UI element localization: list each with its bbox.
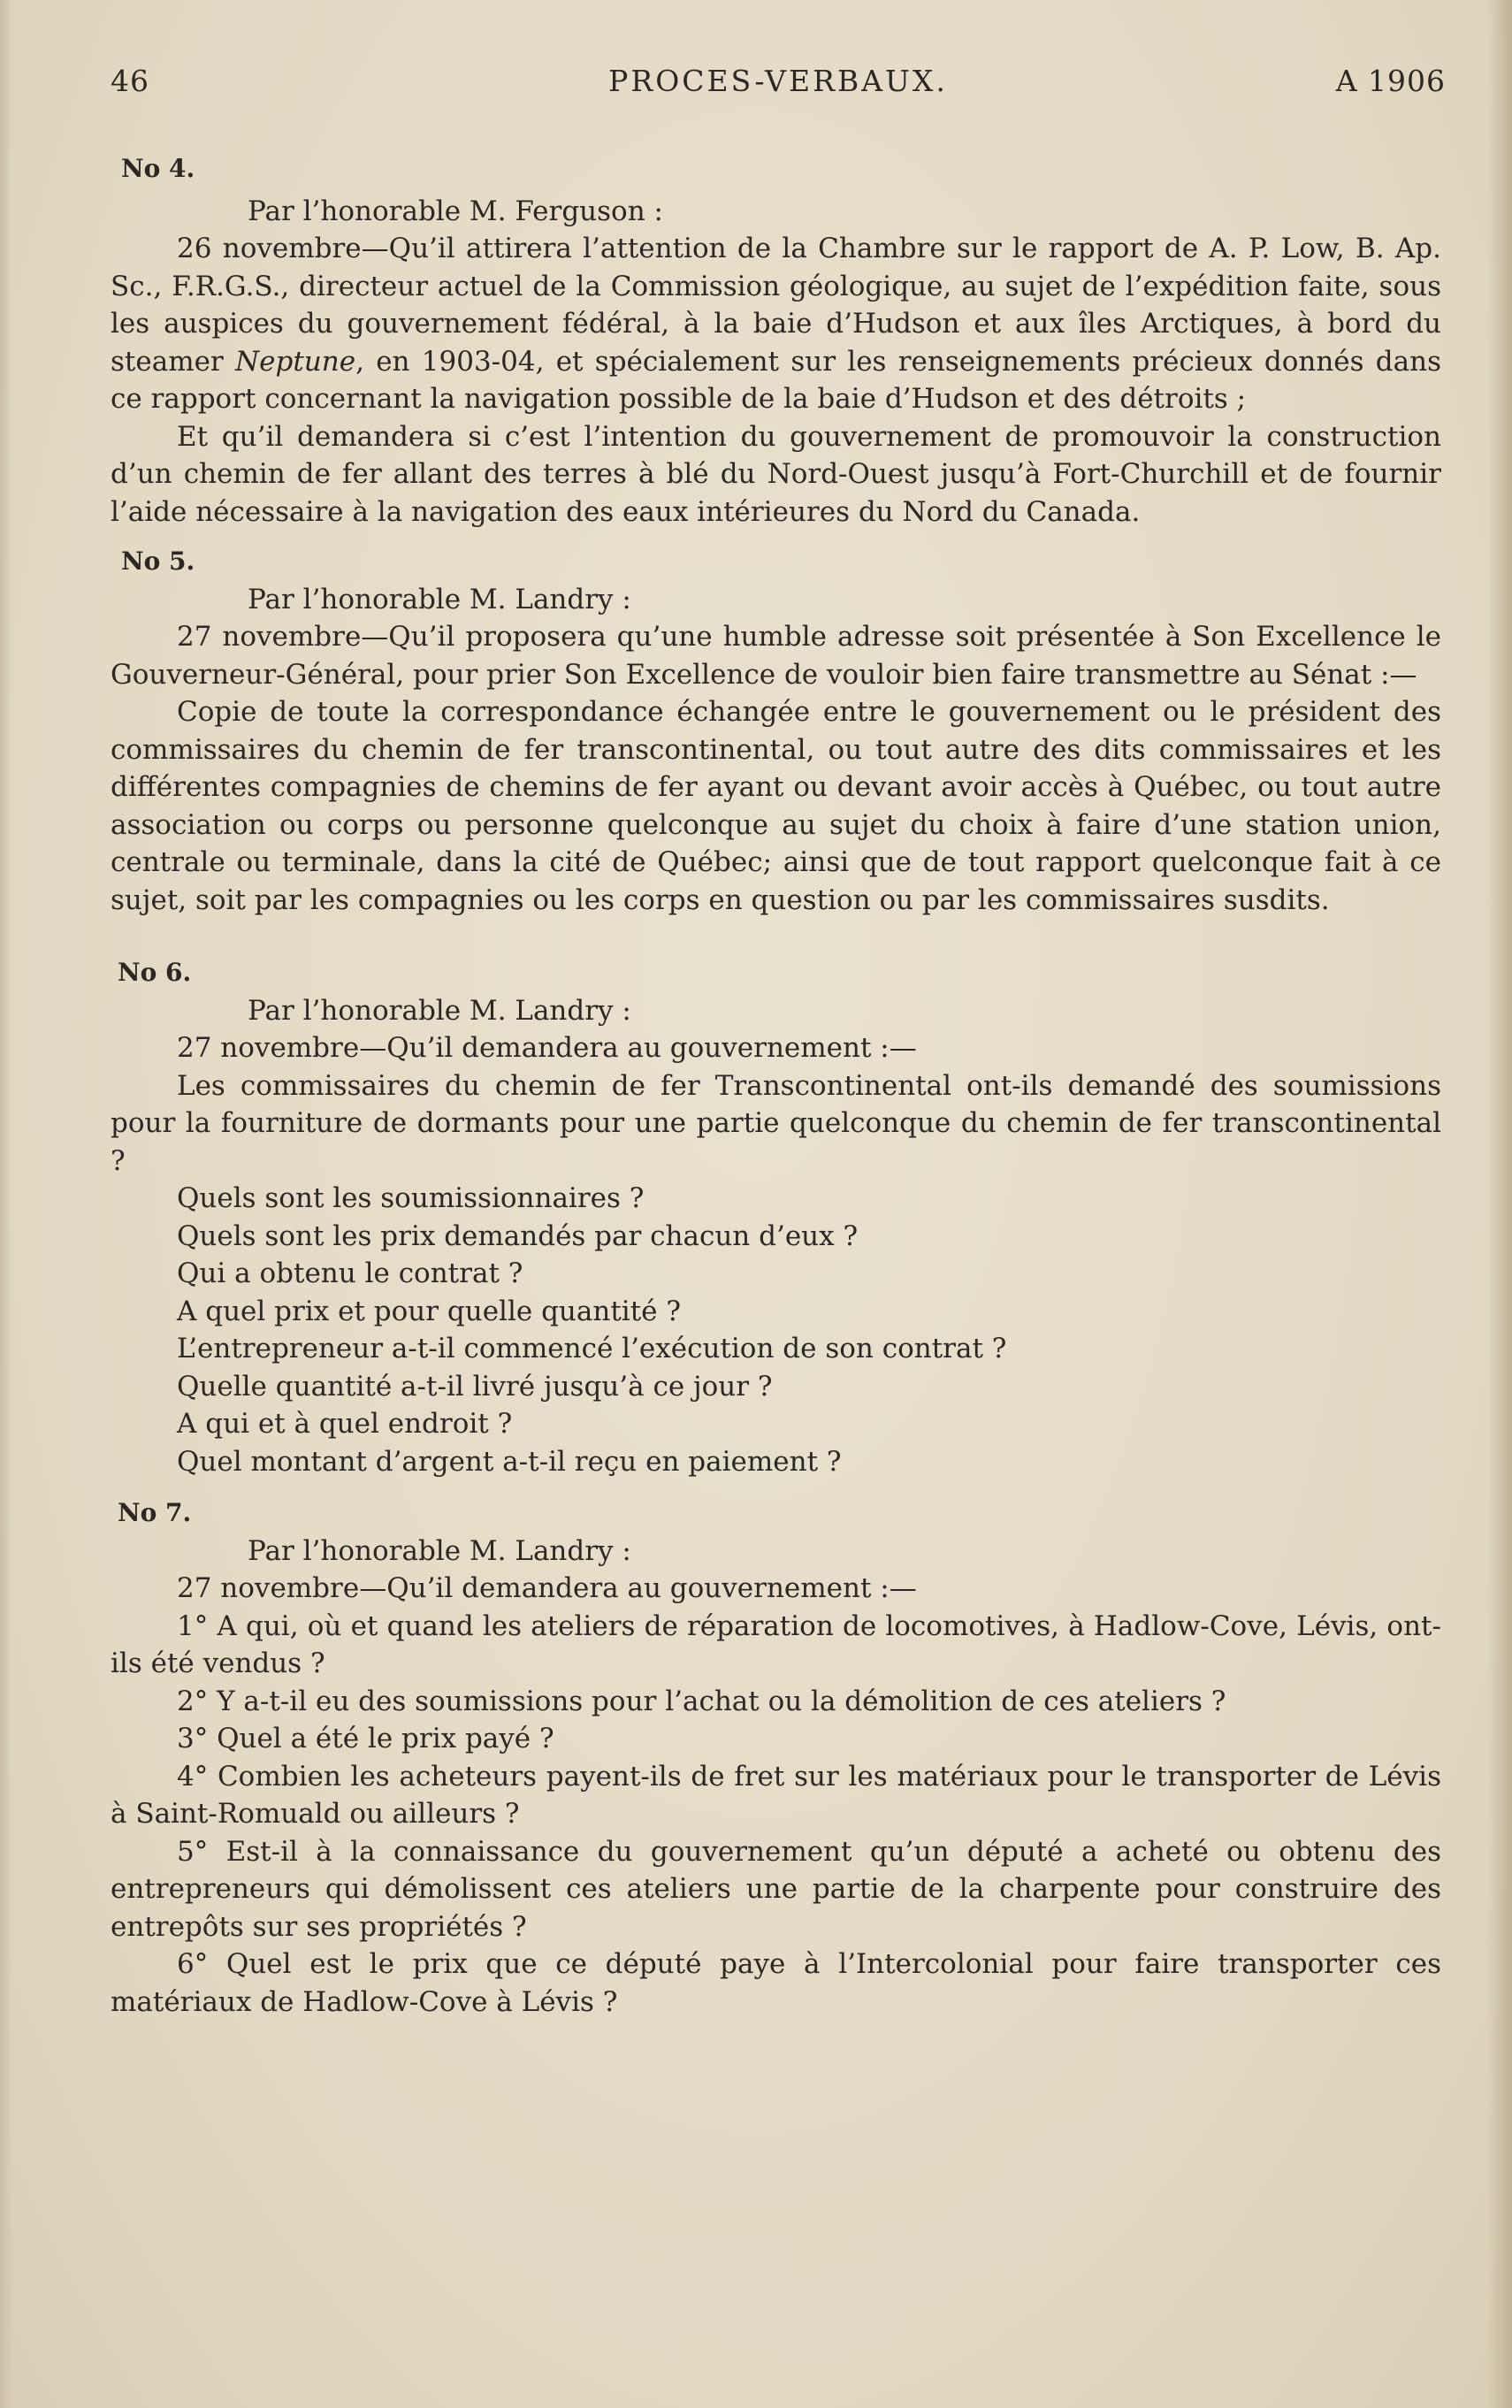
section-number: No 6.: [118, 958, 192, 987]
running-title: PROCES-VERBAUX.: [608, 64, 948, 98]
page-edge-shadow-right: [1487, 0, 1512, 2408]
numbered-item: 2° Y a-t-il eu des soumissions pour l’achat ou la démolition de ces ateliers ?: [177, 1685, 1226, 1717]
question-item: Qui a obtenu le contrat ?: [177, 1258, 523, 1289]
paragraph: 27 novembre—Qu’il proposera qu’une humble adresse soit présentée à Son Excellence le Gouverneur-Général, pour prier Son Excellence de vouloir bien faire transmettre au Sénat :—: [111, 621, 1441, 691]
section-number: No 7.: [118, 1498, 192, 1527]
paragraph-text: 26 novembre—Qu’il attirera l’attention de la Chambre sur le rapport de A. P. Low, B. Ap. Sc., F.R.G.S., directeur actuel de la Commission géologique, au sujet de l’expédition faite, sous les auspices du gouvernement fédéral, à la baie d’Hudson et aux îles Arctiques, à bord du steamer: [111, 233, 1441, 378]
document-body: [111, 150, 1441, 2021]
paragraph-intro: 27 novembre—Qu’il demandera au gouvernement :—: [177, 1572, 917, 1604]
section-author: Par l’honorable M. Landry :: [248, 1534, 631, 1567]
section-number: No 4.: [121, 154, 195, 183]
paragraph: Et qu’il demandera si c’est l’intention du gouvernement de promouvoir la construction d’un chemin de fer allant des terres à blé du Nord-Ouest jusqu’à Fort-Churchill et de fournir l’aide nécessaire à la navigation des eaux intérieures du Nord du Canada.: [111, 420, 1441, 528]
section-author: Par l’honorable M. Ferguson :: [248, 195, 663, 227]
numbered-item: 5° Est-il à la connaissance du gouvernement qu’un député a acheté ou obtenu des entrepreneurs qui démolissent ces ateliers une partie de la charpente pour construire des entrepôts sur ses propriétés ?: [111, 1835, 1441, 1943]
page-edge-shadow-left: [0, 0, 12, 2408]
question-item: L’entrepreneur a-t-il commencé l’exécution de son contrat ?: [177, 1333, 1007, 1365]
section-author: Par l’honorable M. Landry :: [248, 583, 631, 615]
section-number: No 5.: [121, 547, 195, 576]
motion-no-7: [111, 1494, 1441, 2021]
motion-no-4: [111, 150, 1441, 531]
question-item: Quels sont les soumissionnaires ?: [177, 1182, 645, 1214]
paragraph: Les commissaires du chemin de fer Transcontinental ont-ils demandé des soumissions pour la fourniture de dormants pour une partie quelconque du chemin de fer transcontinental ?: [111, 1069, 1441, 1177]
numbered-item: 4° Combien les acheteurs payent-ils de fret sur les matériaux pour le transporter de Lévis à Saint-Romuald ou ailleurs ?: [111, 1760, 1441, 1830]
motion-no-5: [111, 543, 1441, 919]
paragraph-text: , en 1903-04, et spécialement sur les renseignements précieux donnés dans ce rapport concernant la navigation possible de la baie d’Hudson et des détroits ;: [111, 345, 1442, 415]
numbered-item: 3° Quel a été le prix payé ?: [177, 1723, 554, 1754]
numbered-item: 1° A qui, où et quand les ateliers de réparation de locomotives, à Hadlow-Cove, Lévis, ont-ils été vendus ?: [111, 1609, 1441, 1679]
numbered-item: 6° Quel est le prix que ce député paye à l’Intercolonial pour faire transporter ces matériaux de Hadlow-Cove à Lévis ?: [111, 1948, 1441, 2018]
year-label: A 1906: [1335, 64, 1446, 98]
question-item: Quelle quantité a-t-il livré jusqu’à ce jour ?: [177, 1370, 773, 1403]
question-item: A quel prix et pour quelle quantité ?: [177, 1295, 681, 1327]
motion-no-6: [111, 954, 1441, 1480]
paragraph: [111, 230, 1441, 418]
question-item: Quel montant d’argent a-t-il reçu en paiement ?: [177, 1445, 842, 1478]
running-header: [111, 64, 1446, 108]
paragraph-intro: 27 novembre—Qu’il demandera au gouvernement :—: [177, 1032, 917, 1064]
paragraph: Copie de toute la correspondance échangée entre le gouvernement ou le président des commissaires du chemin de fer transcontinental, ou tout autre des dits commissaires et les différentes compagnies de chemins de fer ayant ou devant avoir accès à Québec, ou tout autre association ou corps ou personne quelconque au sujet du choix à faire d’une station union, centrale ou terminale, dans la cité de Québec; ainsi que de tout rapport quelconque fait à ce sujet, soit par les compagnies ou les corps en question ou par les commissaires susdits.: [111, 696, 1441, 916]
question-item: A qui et à quel endroit ?: [177, 1408, 513, 1440]
page-number: 46: [111, 64, 149, 98]
section-author: Par l’honorable M. Landry :: [248, 994, 631, 1027]
question-item: Quels sont les prix demandés par chacun d’eux ?: [177, 1219, 859, 1252]
ship-name: Neptune: [235, 345, 356, 378]
